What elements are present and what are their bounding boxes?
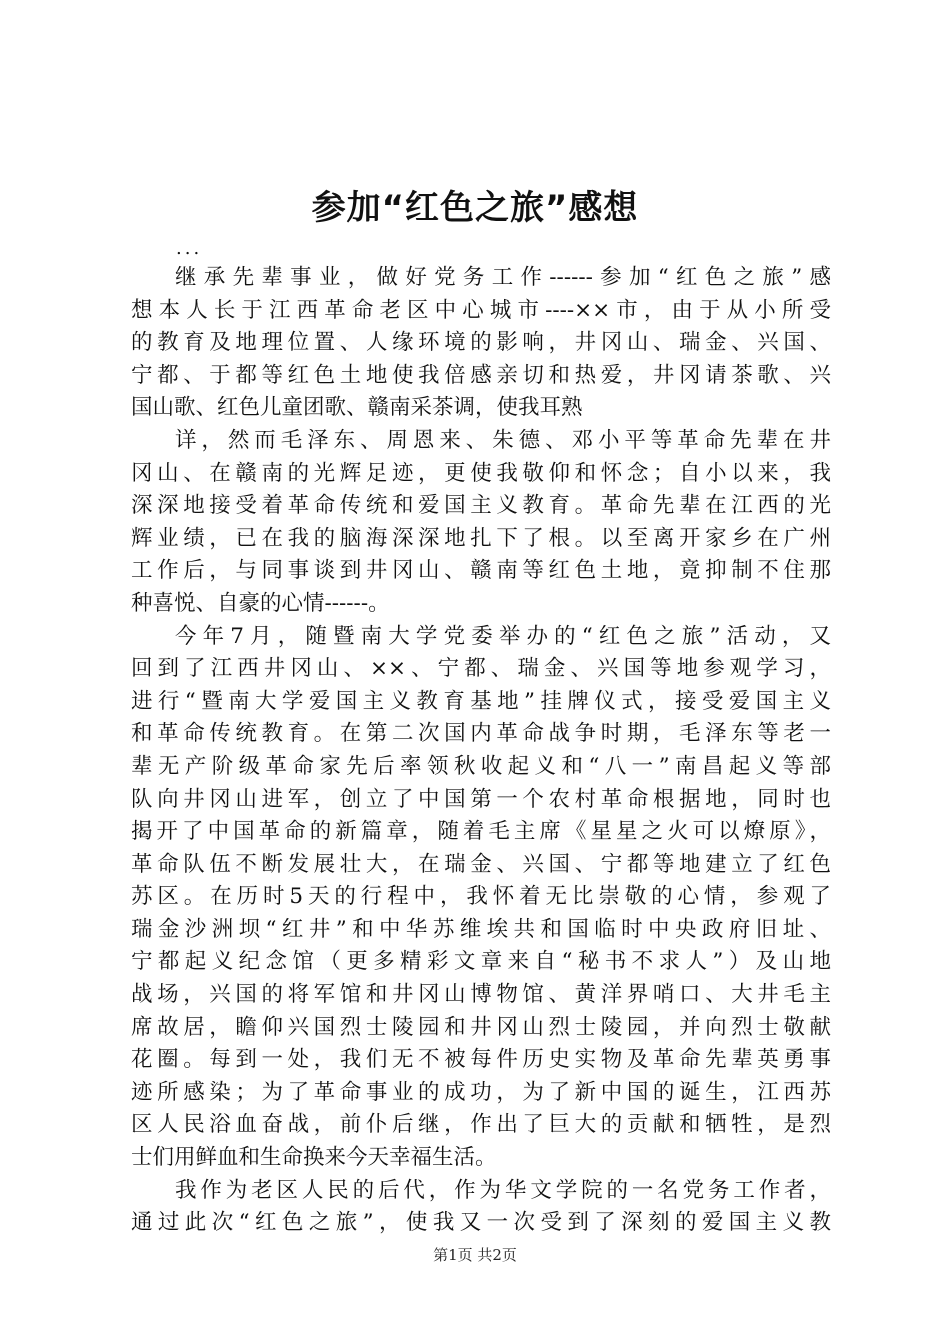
- body-line: 辈无产阶级革命家先后率领秋收起义和“八一”南昌起义等部: [131, 753, 831, 779]
- body-line: 的教育及地理位置、人缘环境的影响，井冈山、瑞金、兴国、: [131, 330, 831, 356]
- body-line: 迹所感染；为了革命事业的成功，为了新中国的诞生，江西苏: [131, 1079, 831, 1105]
- body-line: 瑞金沙洲坝“红井”和中华苏维埃共和国临时中央政府旧址、: [131, 916, 831, 942]
- body-line: 进行“暨南大学爱国主义教育基地”挂牌仪式，接受爱国主义: [131, 688, 831, 714]
- document-body: [131, 262, 831, 1240]
- body-line: 战场，兴国的将军馆和井冈山博物馆、黄洋界哨口、大井毛主: [131, 982, 831, 1008]
- body-line: 区人民浴血奋战，前仆后继，作出了巨大的贡献和牺牲，是烈: [131, 1112, 831, 1138]
- body-line: 国山歌、红色儿童团歌、赣南采茶调，使我耳熟: [131, 395, 583, 421]
- body-line: 今年7月，随暨南大学党委举办的“红色之旅”活动，又: [175, 623, 831, 649]
- page-indicator: 第1页 共2页: [433, 1246, 517, 1264]
- body-line: 队向井冈山进军，创立了中国第一个农村革命根据地，同时也: [131, 786, 831, 812]
- body-line: 苏区。在历时5天的行程中，我怀着无比崇敬的心情，参观了: [131, 884, 831, 910]
- body-line: 革命队伍不断发展壮大，在瑞金、兴国、宁都等地建立了红色: [131, 851, 831, 877]
- body-line: 通过此次“红色之旅”，使我又一次受到了深刻的爱国主义教: [131, 1210, 831, 1236]
- body-line: 工作后，与同事谈到井冈山、赣南等红色土地，竟抑制不住那: [131, 558, 831, 584]
- document-title: 参加“红色之旅”感想: [311, 188, 639, 228]
- body-line: 种喜悦、自豪的心情------。: [131, 590, 390, 616]
- ellipsis-mark: ...: [176, 238, 203, 259]
- body-line: 辉业绩，已在我的脑海深深地扎下了根。以至离开家乡在广州: [131, 525, 831, 551]
- body-line: 继承先辈事业，做好党务工作------参加“红色之旅”感: [175, 265, 831, 290]
- body-line: 我作为老区人民的后代，作为华文学院的一名党务工作者，: [175, 1177, 831, 1203]
- body-line: 席故居，瞻仰兴国烈士陵园和井冈山烈士陵园，并向烈士敬献: [131, 1014, 831, 1040]
- body-line: 详，然而毛泽东、周恩来、朱德、邓小平等革命先辈在井: [175, 427, 831, 453]
- body-line: 冈山、在赣南的光辉足迹，更使我敬仰和怀念；自小以来，我: [131, 460, 831, 486]
- body-line: 想本人长于江西革命老区中心城市----××市，由于从小所受: [131, 297, 831, 323]
- body-line: 回到了江西井冈山、××、宁都、瑞金、兴国等地参观学习，: [131, 656, 831, 682]
- body-line: 深深地接受着革命传统和爱国主义教育。革命先辈在江西的光: [131, 493, 831, 519]
- body-line: 宁都、于都等红色土地使我倍感亲切和热爱，井冈请茶歌、兴: [131, 362, 831, 388]
- body-line: 和革命传统教育。在第二次国内革命战争时期，毛泽东等老一: [131, 721, 831, 747]
- body-line: 宁都起义纪念馆（更多精彩文章来自“秘书不求人”）及山地: [131, 949, 831, 975]
- body-line: 揭开了中国革命的新篇章，随着毛主席《星星之火可以燎原》，: [131, 819, 831, 845]
- body-line: 士们用鲜血和生命换来今天幸福生活。: [131, 1145, 497, 1171]
- body-line: 花圈。每到一处，我们无不被每件历史实物及革命先辈英勇事: [131, 1047, 831, 1073]
